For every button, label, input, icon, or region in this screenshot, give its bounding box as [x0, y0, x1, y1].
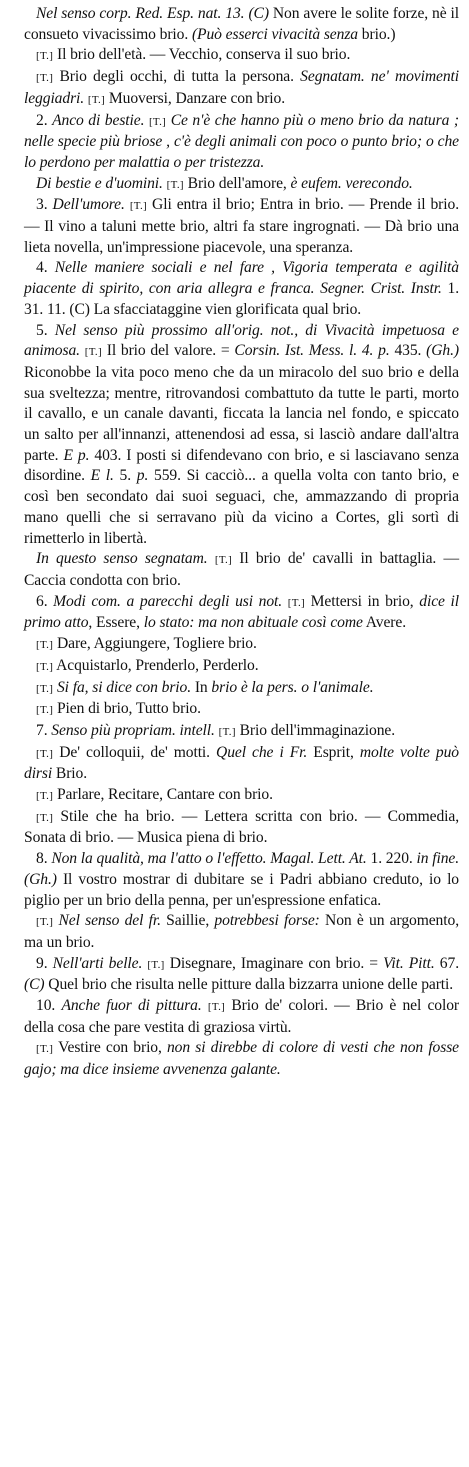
entry-paragraph — [24, 678, 459, 700]
italic-text: (Gh.) — [426, 342, 459, 360]
source-tag: [T.] — [218, 725, 236, 738]
italic-text: E l. — [90, 467, 114, 485]
text-run: 2. — [36, 111, 53, 129]
source-tag: [T.] — [214, 554, 233, 567]
source-tag: [T.] — [36, 50, 54, 63]
text-run: Non è un argomento, ma un brio. — [24, 912, 459, 951]
text-run: In — [191, 678, 212, 696]
text-run: Avere. — [362, 614, 407, 632]
italic-text: non si direbbe di colore di vesti che non fosse gajo; ma dice insieme avvenenza galante. — [24, 1039, 460, 1079]
text-run: Il brio dell'età. — Vecchio, conserva il suo brio. — [53, 46, 351, 64]
text-run: 559. Si cacciò... a quella volta con tanto brio, e così ben secondato dai suoi seguaci, che, ammazzando di propria mano quelli che si serravano più da vicino a Cortes, gli sortì di rimetterlo in libertà. — [24, 467, 460, 547]
text-run: 403. I posti si difendevano con brio, e si lasciavano senza disordine. — [24, 446, 459, 485]
entry-paragraph — [24, 321, 459, 550]
italic-text: è eufem. verecondo. — [290, 174, 413, 192]
text-run: brio.) — [358, 25, 396, 43]
text-run: Mettersi in brio, — [304, 592, 420, 610]
italic-text: Di bestie e d'uomini. — [36, 174, 163, 192]
italic-text: Quel che i Fr. — [216, 743, 308, 761]
entry-paragraph — [24, 592, 459, 634]
italic-text: Si fa, si dice con brio. — [53, 678, 192, 696]
italic-text: Senso più propriam. intell. — [51, 721, 215, 739]
text-run: 8. — [36, 850, 52, 868]
source-tag: [T.] — [36, 811, 54, 824]
text-run: Quel brio che risulta nelle pitture dalla bizzarra unione delle parti. — [44, 976, 454, 994]
italic-text: Nel senso più prossimo all'orig. not., di Vivacità impetuosa e animosa. — [24, 321, 459, 360]
text-run: Brio dell'amore, — [183, 174, 291, 192]
text-run — [208, 550, 215, 567]
italic-text: Nelle maniere sociali e nel fare , Vigoria temperata e agilità piacente di spirito, con aria allegra e franca. Segner. Crist. Instr. — [24, 259, 459, 298]
text-run: Il brio de' cavalli in battaglia. — Caccia condotta con brio. — [24, 550, 459, 589]
source-tag: [T.] — [36, 916, 54, 929]
text-run: 3. — [36, 196, 53, 214]
text-run: 5. — [36, 321, 55, 339]
italic-text: Corsin. Ist. Mess. l. 4. p. — [234, 342, 390, 360]
entry-paragraph — [24, 67, 459, 110]
entry-paragraph — [24, 807, 459, 849]
entry-paragraph — [24, 721, 459, 743]
source-tag: [T.] — [36, 639, 54, 652]
text-run: Gli entra il brio; Entra in brio. — Prende il brio. — Il vino a taluni mette brio, altri fa stare ingrognati. — Dà brio una lieta novella, un'impressione piacevole, una speranza. — [24, 196, 459, 256]
italic-text: Anco di bestie. — [52, 111, 145, 129]
italic-text: Segnatam. ne' movimenti leggiadri. — [24, 68, 460, 107]
text-run: 67. — [434, 954, 459, 972]
text-run: , Essere, — [88, 614, 144, 632]
italic-text: in fine. — [416, 850, 460, 868]
text-run: Stile che ha brio. — Lettera scritta con brio. — Commedia, Sonata di brio. — Musica piena di brio. — [24, 807, 459, 847]
italic-text: (Gh.) — [24, 870, 57, 888]
entry-paragraph — [24, 785, 459, 807]
entry-paragraph — [24, 996, 459, 1038]
italic-text: (C) — [248, 5, 269, 22]
text-run: Saillie, — [160, 912, 215, 930]
text-run: Riconobbe la vita poco meno che da un miracolo del suo brio e della sua sveltezza; mentre, ritrovandosi combattuto da tutte le parti, morto il cavallo, e un canale davanti, ficcata la lancia nel fondo, e spiccato un salto per all'innanzi, attenendosi ad essa, si lasciò andare dall'altra parte. — [24, 363, 459, 464]
text-run: Pien di brio, Tutto brio. — [53, 700, 201, 718]
italic-text: dice il primo atto — [24, 592, 459, 632]
source-tag: [T.] — [36, 747, 54, 760]
text-run: 4. — [36, 259, 55, 277]
text-run: 9. — [36, 954, 53, 972]
source-tag: [T.] — [36, 790, 54, 803]
source-tag: [T.] — [84, 346, 102, 359]
text-run: Il brio del valore. = — [101, 342, 235, 360]
entry-paragraph — [24, 45, 459, 67]
source-tag: [T.] — [207, 1001, 226, 1014]
italic-text: (C) — [24, 976, 45, 994]
italic-text: Non la qualità, ma l'atto o l'effetto. Magal. Lett. At. — [51, 850, 367, 868]
source-tag: [T.] — [36, 660, 54, 673]
entry-paragraph — [24, 699, 459, 721]
entry-paragraph — [24, 911, 459, 953]
entry-paragraph — [24, 954, 459, 996]
source-tag: [T.] — [148, 115, 167, 128]
source-tag: [T.] — [36, 72, 54, 85]
source-tag: [T.] — [147, 958, 165, 971]
text-run: Muoversi, Danzare con brio. — [105, 89, 286, 107]
source-tag: [T.] — [87, 93, 106, 106]
entry-paragraph — [24, 549, 459, 591]
source-tag: [T.] — [36, 704, 54, 717]
italic-text: brio è la pers. o l'animale. — [211, 678, 374, 696]
text-run: Brio degli occhi, di tutta la persona. — [53, 68, 301, 86]
entry-paragraph — [24, 743, 459, 785]
entry-paragraph — [24, 195, 459, 258]
entry-paragraph — [24, 1038, 459, 1080]
text-run: Disegnare, Imaginare con brio. = — [164, 954, 384, 972]
source-tag: [T.] — [129, 200, 148, 213]
source-tag: [T.] — [36, 682, 54, 695]
text-run: Brio dell'immaginazione. — [235, 721, 396, 739]
italic-text: potrebbesi forse: — [214, 912, 320, 930]
entry-paragraph — [24, 111, 459, 174]
text-run: 5. — [113, 467, 137, 485]
text-run: 6. — [36, 592, 54, 610]
italic-text: Ce n'è che hanno più o meno brio da natura ; nelle specie più briose , c'è degli animali con poco o punto brio; o che lo perdono per malattia o per tristezza. — [24, 111, 459, 171]
text-run: Brio. — [52, 765, 88, 783]
italic-text: Nell'arti belle. — [52, 954, 143, 972]
text-run: Vestire con brio, — [53, 1039, 167, 1057]
italic-text: In questo senso segnatam. — [36, 550, 208, 568]
entry-paragraph — [24, 634, 459, 656]
entry-paragraph — [24, 656, 459, 678]
italic-text: p. — [136, 467, 149, 485]
text-run: 1. 31. 11. (C) La sfacciataggine vien glorificata qual brio. — [24, 280, 459, 318]
entry-paragraph — [24, 258, 459, 320]
italic-text: senza — [323, 25, 358, 43]
text-run: Brio de' colori. — Brio è nel color della cosa che pare vestita di graziosa virtù. — [24, 997, 459, 1036]
text-run: 1. 220. — [366, 850, 417, 868]
text-run: Parlare, Recitare, Cantare con brio. — [53, 786, 273, 804]
text-run: 10. — [36, 997, 62, 1015]
italic-text: Vit. Pitt. — [383, 954, 435, 972]
source-tag: [T.] — [166, 178, 184, 191]
italic-text: molte volte può dirsi — [24, 743, 459, 783]
italic-text: Anche fuor di pittura. — [61, 997, 202, 1015]
text-run: 435. — [389, 342, 427, 360]
source-tag: [T.] — [287, 596, 305, 609]
italic-text: Nel senso del fr. — [53, 912, 161, 930]
text-run: De' colloquii, de' motti. — [53, 743, 217, 761]
entry-paragraph — [24, 4, 459, 45]
italic-text: lo stato: ma non abituale così come — [143, 614, 363, 632]
text-run: Acquistarlo, Prenderlo, Perderlo. — [53, 656, 259, 674]
text-run: Il vostro mostrar di dubitare se i Padri abbiano creduto, io lo piglio per un brio della penna, per un'espressione enfatica. — [24, 870, 459, 909]
italic-text: E p. — [63, 446, 90, 464]
italic-text: Modi com. a parecchi degli usi not. — [53, 592, 283, 610]
source-tag: [T.] — [36, 1043, 54, 1056]
italic-text: Nel senso corp. Red. Esp. nat. 13. — [36, 5, 249, 22]
italic-text: (Può esserci vivacità — [191, 25, 324, 43]
entry-paragraph — [24, 174, 459, 196]
text-run: Non avere le solite forze, nè il consueto vivacissimo brio. — [24, 5, 459, 43]
entry-paragraph — [24, 849, 459, 911]
text-run: 7. — [36, 721, 52, 739]
text-run: Esprit, — [307, 743, 360, 761]
italic-text: Dell'umore. — [52, 196, 125, 214]
text-run: Dare, Aggiungere, Togliere brio. — [53, 635, 257, 653]
